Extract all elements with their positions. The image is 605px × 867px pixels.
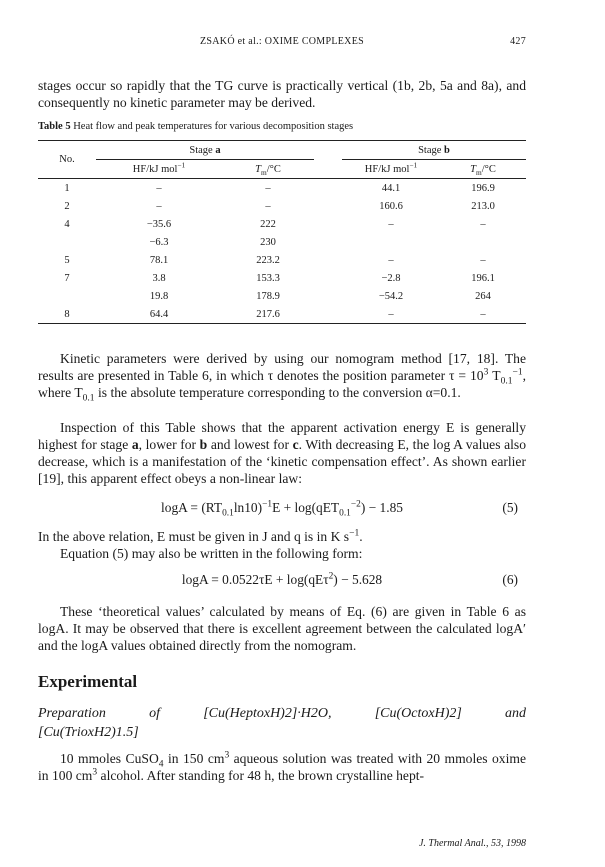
equation-5-body: $\log A = (RT_{0.1}\ln 10)^{-1}E + \log(qET_{0.1}^{-2}) - 1.85$: [161, 499, 403, 519]
stage-b-letter: b: [444, 144, 450, 156]
table-caption: [38, 121, 353, 132]
table-row: 4 −35.6 222 – –: [64, 218, 486, 230]
relation-paragraph: In the above relation, E must be given in J and q is in K $s^{-1}$.: [38, 528, 363, 544]
table-caption-label: Table 5: [38, 121, 71, 132]
theoretical-paragraph: These ‘theoretical values’ calculated by means of Eq. (6) are given in Table 6 as logA. It may be observed that there is excellent agreement between the calculated logA′ and the logA values obtained directly from the nomogram.: [38, 604, 526, 653]
kinetic-paragraph: Kinetic parameters were derived by using our nomogram method [17, 18]. The results are presented in Table 6, in which τ denotes the position parameter $\tau = 10^3$ $T_{0.1}^{-1}$, where $T_{0.1}$ is the absolute temperature corresponding to the conversion α=0.1.: [38, 351, 527, 404]
intro-paragraph: stages occur so rapidly that the TG curve is practically vertical (1b, 2b, 5a and 8a), and consequently no kinetic parameter may be derived.: [38, 78, 526, 110]
stage-a-header: [96, 141, 314, 160]
journal-page: [38, 0, 526, 867]
inspection-paragraph: Inspection of this Table shows that the apparent activation energy E is generally highest for stage a, lower for b and lowest for c. With decreasing E, the log A values also decrease, which is a manifestation of the ‘kinetic compensation effect’. As shown earlier [19], this apparent effect obeys a non-linear law:: [38, 420, 526, 486]
final-paragraph: 10 mmoles CuSO$_4$ in 150 $cm^3$ aqueous solution was treated with 20 mmoles oxime in 100 $cm^3$ alcohol. After standing for 48 h, the brown crystalline hept-: [38, 750, 526, 783]
stage-b-header: [342, 141, 526, 160]
table-header-row-1: [38, 141, 526, 160]
stage-a-letter: a: [215, 144, 221, 156]
stage-a-label: Stage: [189, 144, 213, 156]
table-row: 5 78.1 223.2 – –: [64, 254, 486, 266]
equation-intro: Equation (5) may also be written in the following form:: [60, 546, 363, 561]
hf-a-header: HF/kJ mol$^{-1}$: [96, 160, 222, 179]
running-head-title: ZSAKÓ et al.: OXIME COMPLEXES: [200, 36, 364, 47]
table-row: 2 – – 160.6 213.0: [64, 200, 495, 212]
equation-6-number: (6): [502, 572, 518, 587]
table-5: [38, 140, 526, 324]
section-heading: Experimental: [38, 672, 138, 691]
table-row: 1 – – 44.1 196.9: [64, 182, 495, 194]
hf-b-header: HF/kJ mol$^{-1}$: [342, 160, 440, 179]
table-header-row-2: [38, 160, 526, 179]
t-b-header: $T_m/^\circ C$: [440, 160, 526, 179]
table-caption-text: Heat flow and peak temperatures for various decomposition stages: [73, 121, 354, 132]
table-row: −6.3 230: [149, 236, 276, 248]
table-row: 8 64.4 217.6 – –: [38, 305, 526, 324]
footer-citation: J. Thermal Anal., 53, 1998: [418, 838, 526, 849]
t-a-header: $T_m/^\circ C$: [222, 160, 314, 179]
col-no-header: No.: [38, 141, 96, 179]
stage-b-label: Stage: [418, 144, 442, 156]
equation-6-body: logA = 0.0522τE + log(qEτ$^2$) − 5.628: [181, 571, 383, 587]
table-row: 7 3.8 153.3 −2.8 196.1: [64, 272, 495, 284]
page-number: 427: [510, 36, 526, 47]
equation-5-number: (5): [502, 500, 518, 515]
table-row: 19.8 178.9 −54.2 264: [149, 290, 491, 302]
preparation-subheading: Preparation of [Cu(HeptoxH)2]·H2O, [Cu(OctoxH)2] and [Cu(TrioxH2)1.5]: [38, 706, 526, 740]
